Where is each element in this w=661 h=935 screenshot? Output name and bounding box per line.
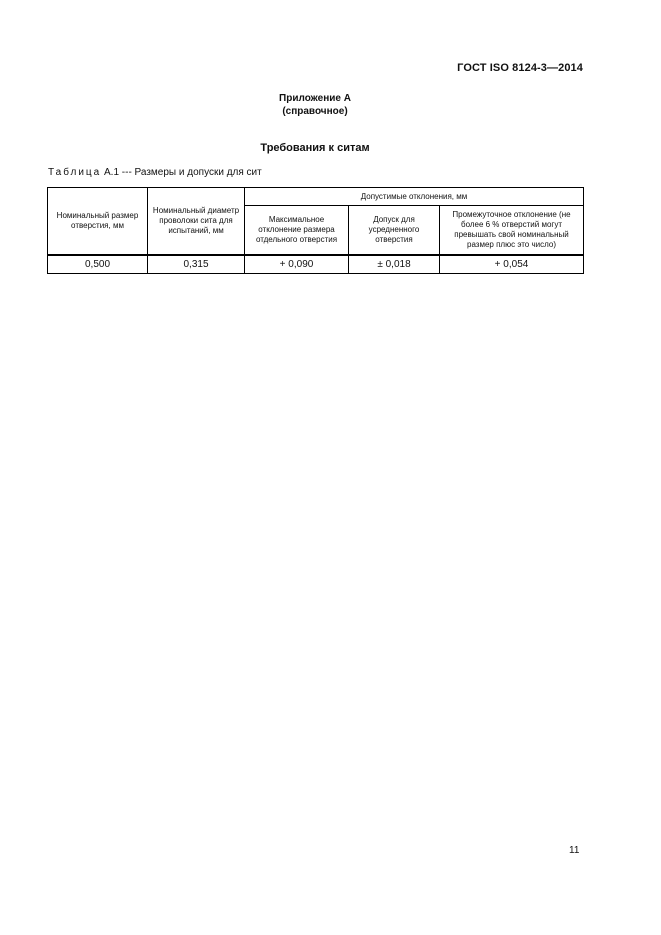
document-code: ГОСТ ISO 8124-3—2014 [457, 62, 583, 74]
section-title: Требования к ситам [260, 142, 370, 154]
annex-subtitle: (справочное) [282, 106, 348, 117]
page-number: 11 [569, 845, 580, 856]
header-nominal-size: Номинальный размер отверстия, мм [48, 188, 148, 256]
cell-wire-diameter: 0,315 [148, 255, 245, 274]
annex-title: Приложение А [279, 93, 351, 104]
cell-nominal-size: 0,500 [48, 255, 148, 274]
header-intermediate-deviation: Промежуточное отклонение (не более 6 % отверстий могут превышать свой номинальный размер плюс это число) [440, 206, 584, 256]
cell-avg-tolerance: ± 0,018 [349, 255, 440, 274]
header-avg-tolerance: Допуск для усредненного отверстия [349, 206, 440, 256]
header-deviations-group: Допустимые отклонения, мм [245, 188, 584, 206]
table-caption [48, 167, 262, 178]
header-max-deviation: Максимальное отклонение размера отдельного отверстия [245, 206, 349, 256]
sieve-requirements-table [47, 187, 584, 274]
annex-heading [0, 92, 630, 118]
table-caption-text: А.1 --- Размеры и допуски для сит [101, 167, 262, 178]
table-row [48, 255, 584, 274]
cell-intermediate-deviation: + 0,054 [440, 255, 584, 274]
table-caption-prefix: Таблица [48, 167, 102, 178]
header-wire-diameter: Номинальный диаметр проволоки сита для испытаний, мм [148, 188, 245, 256]
cell-max-deviation: + 0,090 [245, 255, 349, 274]
